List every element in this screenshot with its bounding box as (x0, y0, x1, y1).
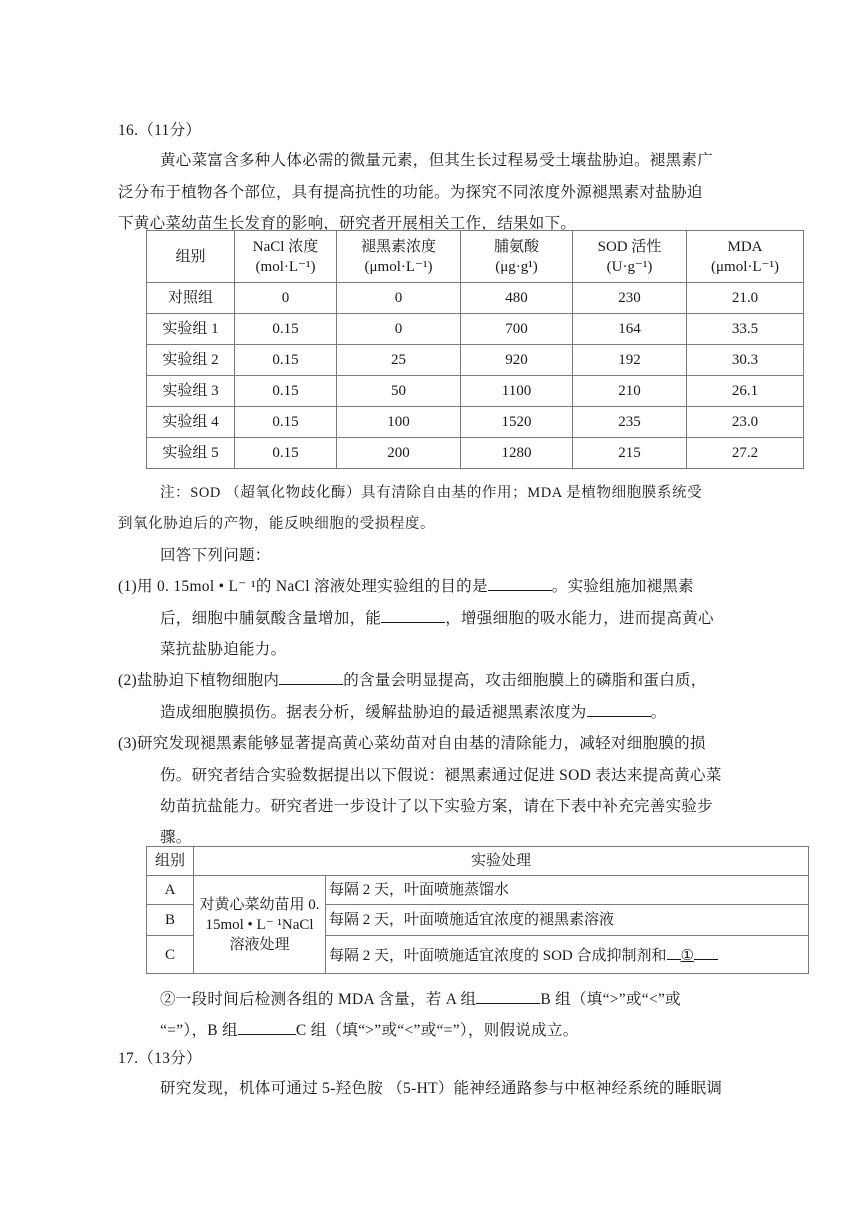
answer-blank[interactable] (694, 943, 718, 960)
table-row (147, 283, 804, 314)
cell-group: 实验组 3 (147, 376, 235, 407)
table-row (147, 876, 809, 905)
answer-blank[interactable] (667, 943, 681, 960)
cell-proline: 1280 (461, 438, 573, 469)
cell-sod: 235 (573, 407, 687, 438)
cell-mda: 33.5 (687, 314, 804, 345)
cell-nacl: 0.15 (235, 407, 337, 438)
cell-sod: 164 (573, 314, 687, 345)
cell-sod: 210 (573, 376, 687, 407)
answer-blank[interactable] (279, 668, 343, 685)
cell-proline: 920 (461, 345, 573, 376)
sub3-line-2: 伤。研究者结合实验数据提出以下假说：褪黑素通过促进 SOD 表达来提高黄心菜 (160, 767, 722, 784)
header-melatonin: 褪黑素浓度 (μmol·L⁻¹) (337, 231, 461, 283)
q16-header: 16.（11分） (118, 122, 202, 139)
cell-group: 对照组 (147, 283, 235, 314)
cell-shared-treatment: 对黄心菜幼苗用 0. 15mol • L⁻ ¹NaCl 溶液处理 (194, 876, 326, 974)
table-row (147, 407, 804, 438)
table-row (147, 314, 804, 345)
q16-intro-line-3: 下黄心菜幼苗生长发育的影响，研究者开展相关工作，结果如下。 (118, 215, 577, 232)
q16-intro-line-2: 泛分布于植物各个部位，具有提高抗性的功能。为探究不同浓度外源褪黑素对盐胁迫 (118, 184, 703, 201)
cell-group: C (147, 936, 194, 974)
cell-treatment: 每隔 2 天，叶面喷施适宜浓度的褪黑素溶液 (326, 905, 809, 936)
cell-group: 实验组 4 (147, 407, 235, 438)
cell-melatonin: 25 (337, 345, 461, 376)
cell-mda: 21.0 (687, 283, 804, 314)
cell-sod: 192 (573, 345, 687, 376)
answer-blank[interactable] (238, 1018, 296, 1035)
header-nacl: NaCl 浓度 (mol·L⁻¹) (235, 231, 337, 283)
experiment-table-header-row (147, 847, 809, 876)
cell-nacl: 0.15 (235, 345, 337, 376)
header-treatment: 实验处理 (194, 847, 809, 876)
cell-melatonin: 200 (337, 438, 461, 469)
answer-blank[interactable] (587, 700, 651, 717)
q17-line-1: 研究发现，机体可通过 5-羟色胺 （5-HT）能神经通路参与中枢神经系统的睡眠调 (160, 1080, 723, 1097)
cell-group: A (147, 876, 194, 905)
cell-sod: 215 (573, 438, 687, 469)
header-proline: 脯氨酸 (μg·g¹) (461, 231, 573, 283)
sub1-line-2: 后，细胞中脯氨酸含量增加，能 ，增强细胞的吸水能力，进而提高黄心 (160, 606, 714, 628)
cell-mda: 23.0 (687, 407, 804, 438)
sub1-line-1: (1)用 0. 15mol • L⁻ ¹的 NaCl 溶液处理实验组的目的是 。实验组施加褪黑素 (118, 574, 694, 596)
header-sod: SOD 活性 (U·g⁻¹) (573, 231, 687, 283)
cell-mda: 27.2 (687, 438, 804, 469)
cell-melatonin: 50 (337, 376, 461, 407)
cell-mda: 26.1 (687, 376, 804, 407)
results-table (146, 230, 804, 469)
cell-sod: 230 (573, 283, 687, 314)
header-group: 组别 (147, 847, 194, 876)
cell-group: B (147, 905, 194, 936)
experiment-table (146, 846, 809, 974)
cell-nacl: 0.15 (235, 314, 337, 345)
cell-nacl: 0.15 (235, 438, 337, 469)
cell-group: 实验组 2 (147, 345, 235, 376)
cell-melatonin: 0 (337, 283, 461, 314)
q17-header: 17.（13分） (118, 1050, 202, 1067)
cell-proline: 1520 (461, 407, 573, 438)
answer-blank[interactable] (476, 987, 540, 1004)
cell-proline: 700 (461, 314, 573, 345)
cell-group: 实验组 5 (147, 438, 235, 469)
table-note-line-2: 到氧化胁迫后的产物，能反映细胞的受损程度。 (118, 516, 436, 532)
cell-treatment: 每隔 2 天，叶面喷施适宜浓度的 SOD 合成抑制剂和 ① (326, 936, 809, 974)
sub3-line-1: (3)研究发现褪黑素能够显著提高黄心菜幼苗对自由基的清除能力，减轻对细胞膜的损 (118, 735, 706, 752)
answer-prompt: 回答下列问题： (160, 547, 271, 564)
cell-melatonin: 0 (337, 314, 461, 345)
table-row (147, 376, 804, 407)
header-mda: MDA (μmol·L⁻¹) (687, 231, 804, 283)
conclusion-line-2: “=”），B 组 C 组（填“>”或“<”或“=”），则假说成立。 (160, 1018, 579, 1040)
table-row (147, 438, 804, 469)
sub2-line-1: (2)盐胁迫下植物细胞内 的含量会明显提高，攻击细胞膜上的磷脂和蛋白质， (118, 668, 707, 690)
header-group: 组别 (147, 231, 235, 283)
cell-nacl: 0 (235, 283, 337, 314)
answer-blank[interactable] (488, 574, 552, 591)
table-note-line-1: 注：SOD （超氧化物歧化酶）具有清除自由基的作用；MDA 是植物细胞膜系统受 (160, 485, 703, 501)
cell-proline: 1100 (461, 376, 573, 407)
cell-nacl: 0.15 (235, 376, 337, 407)
conclusion-line-1: ②一段时间后检测各组的 MDA 含量，若 A 组 B 组（填“>”或“<”或 (160, 987, 681, 1009)
cell-mda: 30.3 (687, 345, 804, 376)
sub3-line-3: 幼苗抗盐能力。研究者进一步设计了以下实验方案，请在下表中补充完善实验步 (160, 798, 714, 815)
cell-treatment: 每隔 2 天，叶面喷施蒸馏水 (326, 876, 809, 905)
sub3-line-4: 骤。 (160, 829, 192, 846)
blank-marker-1: ① (680, 948, 694, 964)
q16-intro-line-1: 黄心菜富含多种人体必需的微量元素，但其生长过程易受土壤盐胁迫。褪黑素广 (160, 152, 714, 169)
sub1-line-3: 菜抗盐胁迫能力。 (160, 641, 287, 658)
cell-melatonin: 100 (337, 407, 461, 438)
results-table-header-row (147, 231, 804, 283)
table-row (147, 345, 804, 376)
sub2-line-2: 造成细胞膜损伤。据表分析，缓解盐胁迫的最适褪黑素浓度为 。 (160, 700, 666, 722)
answer-blank[interactable] (381, 606, 445, 623)
cell-group: 实验组 1 (147, 314, 235, 345)
cell-proline: 480 (461, 283, 573, 314)
